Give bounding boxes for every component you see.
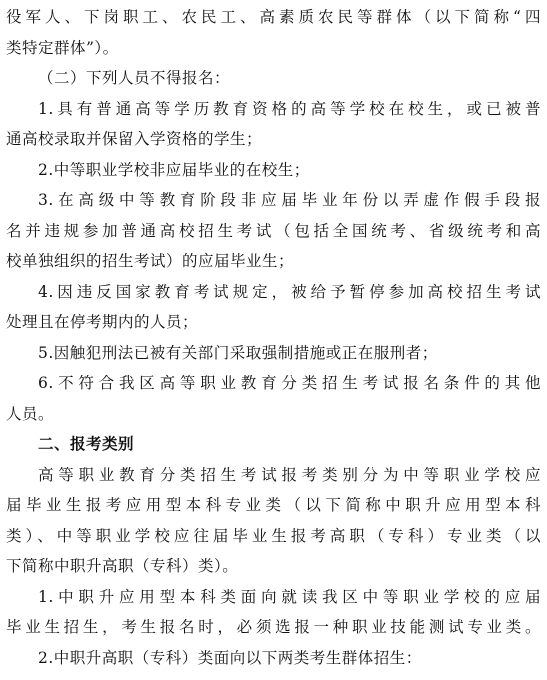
text-line: 2.中职升高职（专科）类面向以下两类考生群体招生： <box>38 648 422 667</box>
text-line: 1.中职升应用型本科类面向就读我区中等职业学校的应届 <box>38 587 541 606</box>
text-line: 人员。 <box>6 404 55 423</box>
text-line: 处理且在停考期内的人员； <box>6 313 199 331</box>
text-line: 2.中等职业学校非应届毕业的在校生； <box>38 160 310 179</box>
section-heading: 二、报考类别 <box>38 435 135 453</box>
text-line: 5.因触犯刑法已被有关部门采取强制措施或正在服刑者； <box>38 343 438 362</box>
text-line: 届毕业生报考应用型本科专业类（以下简称中职升应用型本科 <box>6 496 541 514</box>
text-line: 1.具有普通高等学历教育资格的高等学校在校生，或已被普 <box>38 99 541 118</box>
text-line: 下简称中职升高职（专科）类）。 <box>6 557 239 575</box>
text-line: 校单独组织的招生考试）的应届毕业生； <box>6 252 295 270</box>
text-line: 6.不符合我区高等职业教育分类招生考试报名条件的其他 <box>38 374 541 392</box>
text-line: 类特定群体”）。 <box>6 38 119 57</box>
text-line: 通高校录取并保留入学资格的学生； <box>6 130 263 148</box>
text-line: 名并违规参加普通高校招生考试（包括全国统考、省级统考和高 <box>6 221 541 240</box>
text-line: 类）、中等职业学校应往届毕业生报考高职（专科）专业类（以 <box>6 526 541 545</box>
text-line: 役军人、下岗职工、农民工、高素质农民等群体（以下简称“四 <box>6 8 541 26</box>
section-subheading: （二）下列人员不得报名： <box>38 69 231 87</box>
text-line: 3.在高级中等教育阶段非应届毕业年份以弄虚作假手段报 <box>38 191 541 209</box>
text-line: 高等职业教育分类招生考试报考类别分为中等职业学校应 <box>38 465 541 484</box>
text-line: 毕业生招生，考生报名时，必须选报一种职业技能测试专业类。 <box>6 618 541 636</box>
text-line: 4.因违反国家教育考试规定，被给予暂停参加高校招生考试 <box>38 282 541 301</box>
